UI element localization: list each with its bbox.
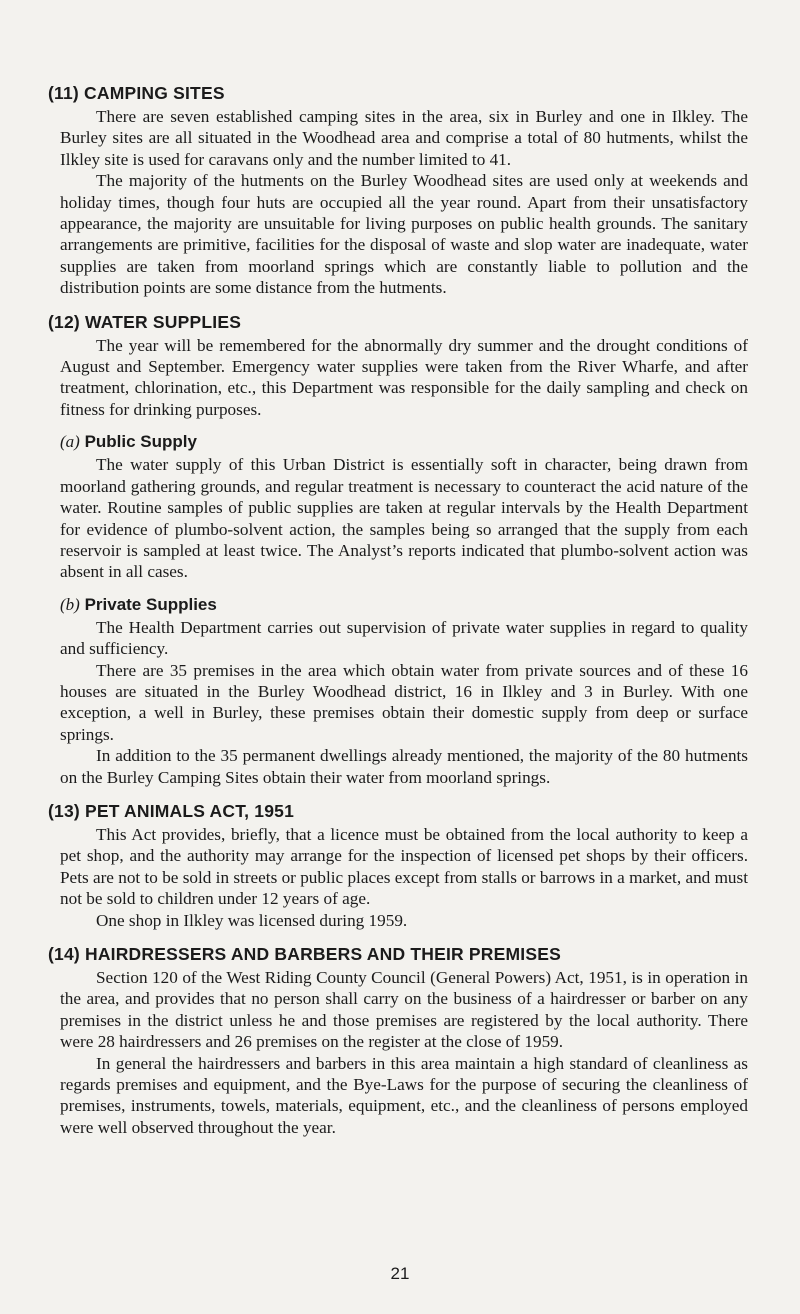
paragraph: The majority of the hutments on the Burley Woodhead sites are used only at weekends and holiday times, though four huts are occupied all the year round. Apart from their unsatisfactory appearance, the majority are unsuitable for living purposes on public health grounds. The sanitary arrangements are primitive, facilities for the disposal of waste and slop water are inadequate, water supplies are taken from moorland springs which are constantly liable to pollution and the distribution points are some distance from the hutments. xyxy=(60,171,748,298)
section-heading: (11) CAMPING SITES xyxy=(48,83,225,103)
paragraph: There are seven established camping sites in the area, six in Burley and one in Ilkley. The Burley sites are all situated in the Woodhead area and comprise a total of 80 hutments, whilst the Ilkley site is used for caravans only and the number limited to 41. xyxy=(60,107,748,169)
paragraph: This Act provides, briefly, that a licence must be obtained from the local authority to keep a pet shop, and the authority may arrange for the inspection of licensed pet shops by their officers. Pets are not to be sold in streets or public places except from stalls or barrows in a market, and must not be sold to children under 12 years of age. xyxy=(60,824,748,909)
subsection-heading xyxy=(60,594,748,616)
document-page xyxy=(48,82,748,1150)
paragraph: The year will be remembered for the abnormally dry summer and the drought conditions of August and September. Emergency water supplies were taken from the River Wharfe, and after treatment, chlorination, etc., this Department was responsible for the daily sampling and check on fitness for drinking purposes. xyxy=(60,335,748,419)
paragraph: There are 35 premises in the area which obtain water from private sources and of these 16 houses are situated in the Burley Woodhead district, 16 in Ilkley and 3 in Burley. With one exception, a well in Burley, these premises obtain their domestic supply from deep or surface springs. xyxy=(60,660,748,744)
section-heading: (13) PET ANIMALS ACT, 1951 xyxy=(48,800,295,821)
section-camping-sites xyxy=(48,82,748,299)
section-hairdressers xyxy=(48,943,748,1138)
paragraph: In addition to the 35 permanent dwellings already mentioned, the majority of the 80 hutments on the Burley Camping Sites obtain their water from moorland springs. xyxy=(60,746,748,787)
subsection-letter: (a) xyxy=(60,432,80,452)
section-water-supplies xyxy=(48,311,748,788)
subsection-letter: (b) xyxy=(60,594,80,614)
subsection-private-supplies xyxy=(60,594,748,788)
paragraph: In general the hairdressers and barbers in this area maintain a high standard of cleanliness as regards premises and equipment, and the Bye-Laws for the purpose of securing the cleanliness of premises, instruments, towels, materials, equipment, etc., and the cleanliness of persons employed were well observed throughout the year. xyxy=(60,1053,748,1137)
paragraph: Section 120 of the West Riding County Council (General Powers) Act, 1951, is in operation in the area, and provides that no person shall carry on the business of a hairdresser or barber on any premises in the district unless he and those premises are registered by the local authority. There were 28 hairdressers and 26 premises on the register at the close of 1959. xyxy=(60,968,748,1052)
subsection-title: Public Supply xyxy=(84,432,197,452)
subsection-heading xyxy=(60,431,748,453)
section-heading: (14) HAIRDRESSERS AND BARBERS AND THEIR PREMISES xyxy=(48,944,561,964)
subsection-public-supply xyxy=(60,431,748,582)
section-pet-animals-act xyxy=(48,800,748,931)
paragraph: The Health Department carries out supervision of private water supplies in regard to quality and sufficiency. xyxy=(60,617,748,659)
subsection-title: Private Supplies xyxy=(84,594,217,614)
paragraph: The water supply of this Urban District is essentially soft in character, being drawn from moorland gathering grounds, and regular treatment is necessary to counteract the acid nature of the water. Routine samples of public supplies are taken at regular intervals by the Health Department for evidence of plumbo-solvent action, the samples being so arranged that the supply from each reservoir is sampled at least twice. The Analyst’s reports indicated that plumbo-solvent action was absent in all cases. xyxy=(60,455,748,582)
page-number: 21 xyxy=(390,1264,410,1283)
section-heading: (12) WATER SUPPLIES xyxy=(48,311,242,332)
paragraph: One shop in Ilkley was licensed during 1959. xyxy=(96,910,408,930)
